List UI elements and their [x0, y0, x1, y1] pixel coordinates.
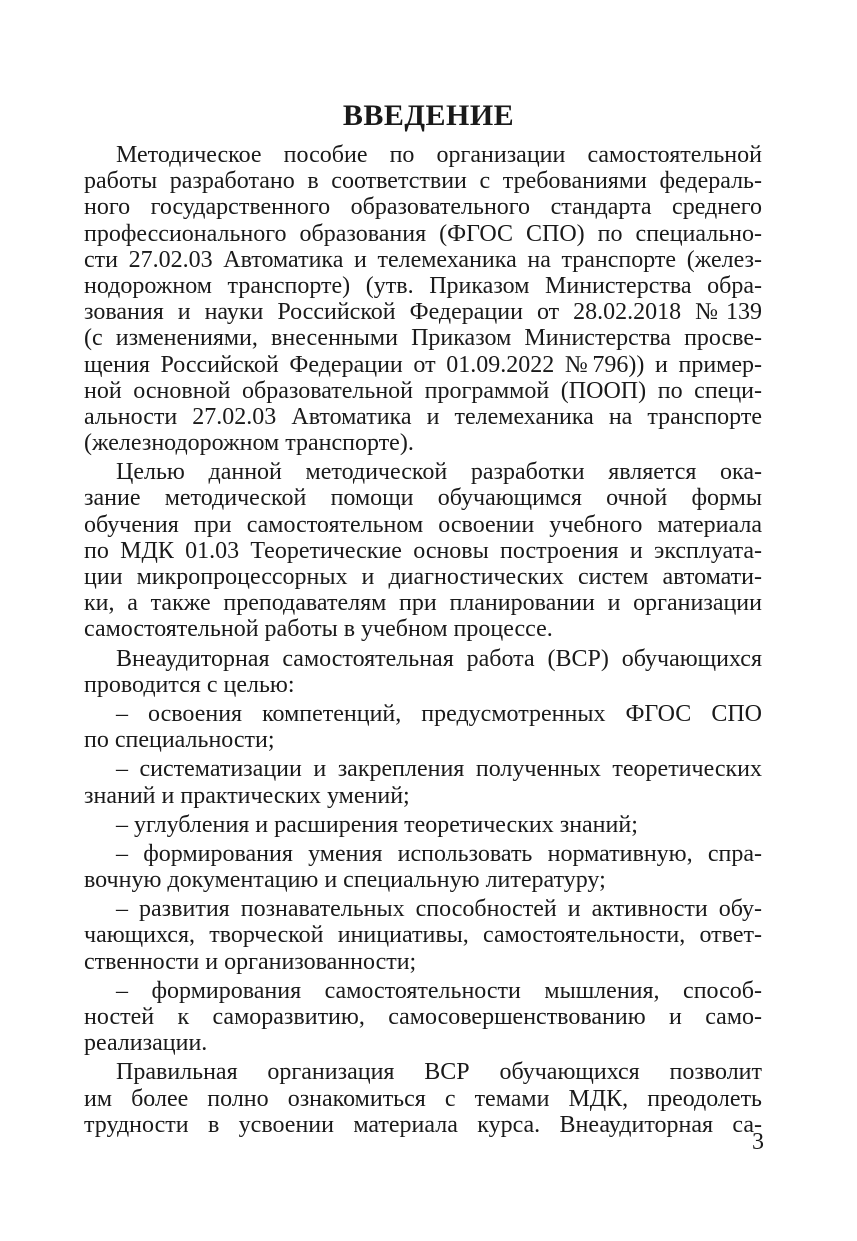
text-line: работы разработано в соответствии с требованиями федераль-	[84, 168, 762, 195]
page-title: ВВЕДЕНИЕ	[342, 99, 515, 132]
text-line: Внеаудиторная самостоятельная работа (ВСР) обучающихся	[116, 645, 762, 672]
text-line: им более полно ознакомиться с темами МДК, преодолеть	[84, 1085, 762, 1112]
text-line: – формирования самостоятельности мышления, способ-	[116, 977, 762, 1004]
text-line: Методическое пособие по организации самостоятельной	[116, 142, 762, 168]
paragraph	[84, 1059, 762, 1138]
paragraph	[84, 756, 762, 808]
text-line: альности 27.02.03 Автоматика и телемеханика на транспорте	[84, 403, 762, 430]
paragraph	[84, 142, 762, 456]
text-line: – освоения компетенций, предусмотренных ФГОС СПО	[116, 700, 762, 727]
text-line: ностей к саморазвитию, самосовершенствованию и само-	[84, 1004, 762, 1030]
paragraph	[84, 701, 762, 753]
text-line: ции микропроцессорных и диагностических систем автомати-	[84, 564, 762, 590]
paragraph	[84, 978, 762, 1057]
text-line: реализации.	[84, 1030, 208, 1057]
text-line: сти 27.02.03 Автоматика и телемеханика на транспорте (желез-	[84, 246, 762, 273]
text-line: трудности в усвоении материала курса. Внеаудиторная са-	[84, 1111, 762, 1138]
text-line: обучения при самостоятельном освоении учебного материала	[84, 511, 762, 538]
text-line: ки, а также преподавателям при планировании и организации	[84, 590, 762, 617]
text-line: профессионального образования (ФГОС СПО) по специально-	[84, 220, 762, 247]
text-line: щения Российской Федерации от 01.09.2022 №796)) и пример-	[84, 351, 762, 378]
text-line: ного государственного образовательного стандарта среднего	[84, 194, 762, 221]
paragraph	[84, 896, 762, 975]
page-number: 3	[752, 1129, 764, 1155]
text-line: по МДК 01.03 Теоретические основы построения и эксплуата-	[84, 537, 762, 564]
text-line: вочную документацию и специальную литературу;	[84, 867, 606, 894]
text-line: нодорожном транспорте) (утв. Приказом Министерства обра-	[84, 272, 762, 299]
text-line: – систематизации и закрепления полученных теоретических	[116, 756, 762, 783]
text-line: знаний и практических умений;	[84, 782, 410, 809]
text-line: самостоятельной работы в учебном процессе.	[84, 616, 553, 643]
paragraph	[84, 841, 762, 893]
text-line: (с изменениями, внесенными Приказом Министерства просве-	[84, 325, 762, 352]
text-line: по специальности;	[84, 727, 275, 754]
text-line: – формирования умения использовать нормативную, спра-	[116, 840, 762, 867]
text-line: чающихся, творческой инициативы, самостоятельности, ответ-	[84, 922, 762, 949]
text-line: – развития познавательных способностей и активности обу-	[116, 896, 762, 923]
text-line: Правильная организация ВСР обучающихся позволит	[116, 1059, 762, 1086]
text-line: зание методической помощи обучающимся очной формы	[84, 485, 762, 512]
paragraph	[84, 646, 762, 698]
text-line: (железнодорожном транспорте).	[84, 430, 414, 457]
text-line: зования и науки Российской Федерации от 28.02.2018 №139	[84, 299, 762, 326]
paragraph	[84, 459, 762, 642]
text-line: Целью данной методической разработки является ока-	[116, 459, 762, 486]
text-line: проводится с целью:	[84, 671, 295, 698]
paragraph	[84, 812, 762, 838]
text-line: ной основной образовательной программой (ПООП) по специ-	[84, 377, 762, 404]
text-line: ственности и организованности;	[84, 948, 417, 975]
body-text	[84, 142, 762, 1138]
text-line: – углубления и расширения теоретических знаний;	[116, 811, 638, 838]
